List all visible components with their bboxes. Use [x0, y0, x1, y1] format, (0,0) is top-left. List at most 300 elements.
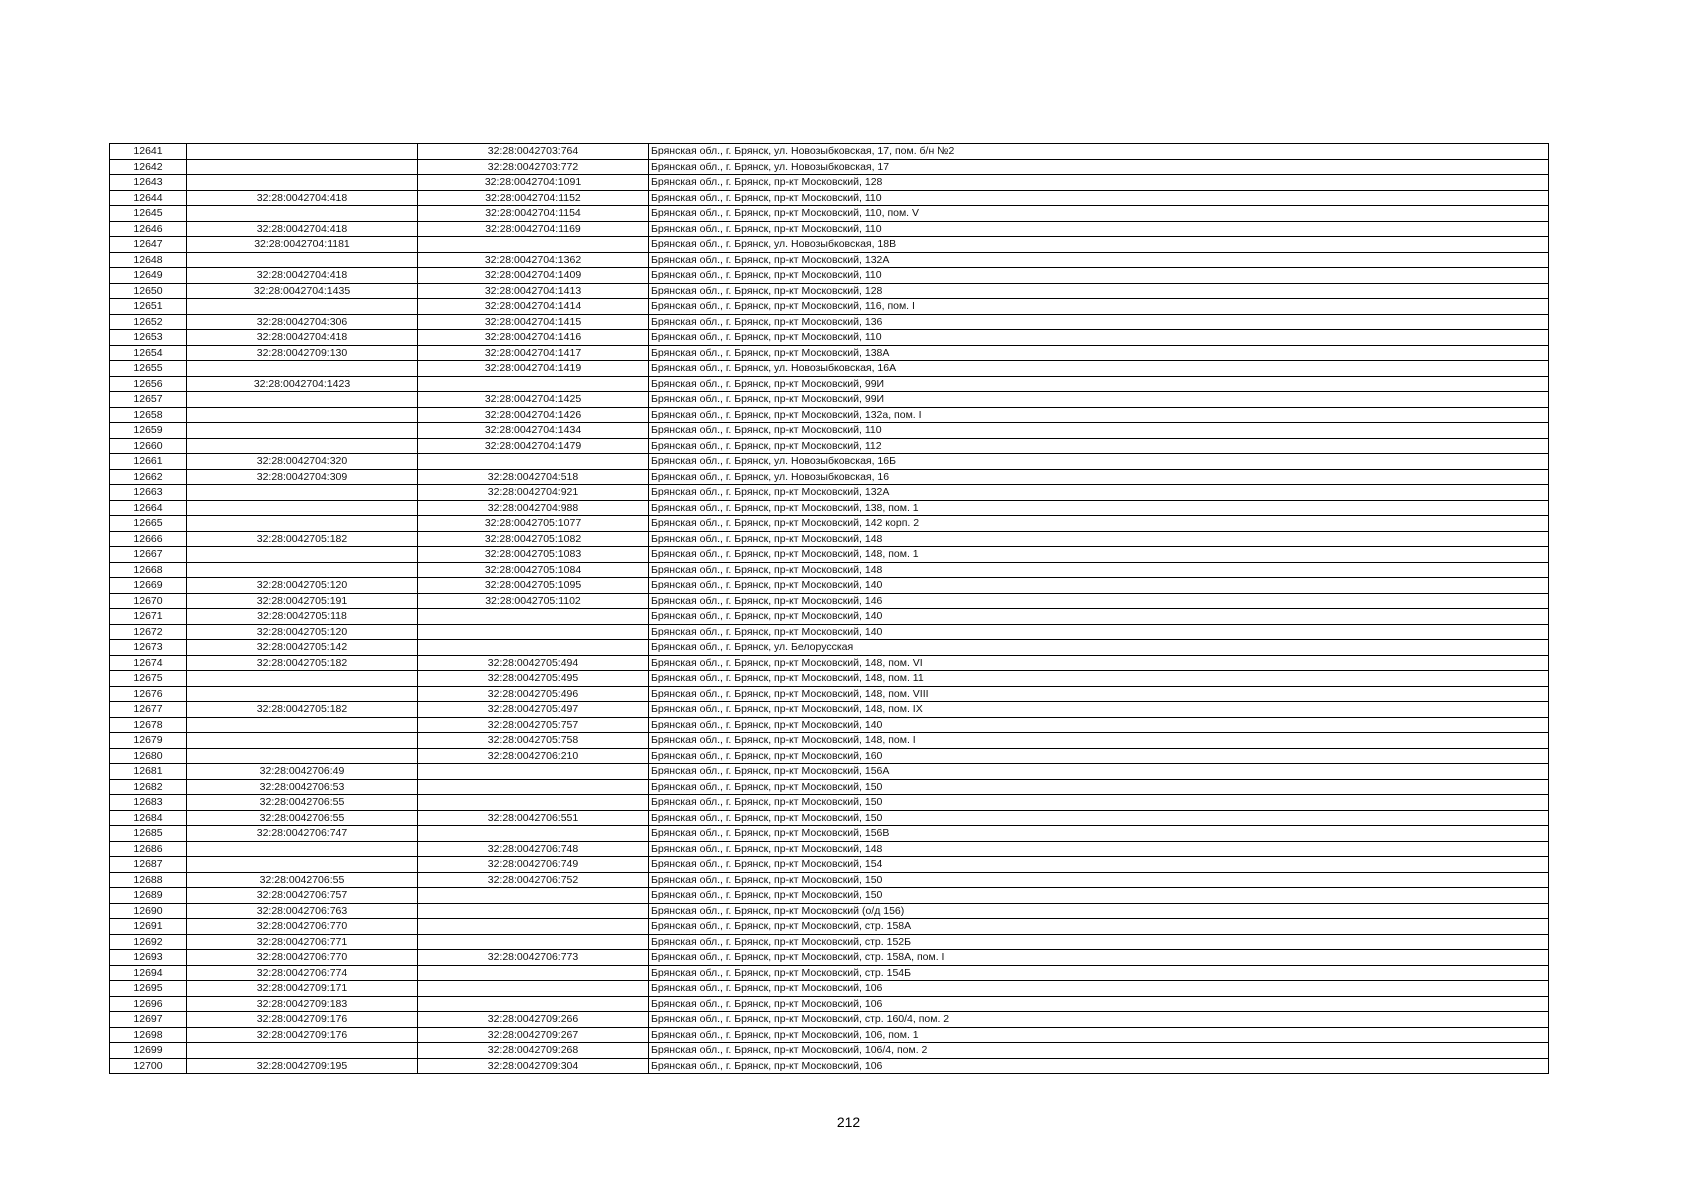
object-number-cell: 32:28:0042705:1095	[418, 578, 649, 594]
land-plot-number-cell: 32:28:0042705:182	[187, 531, 418, 547]
row-number-cell: 12667	[110, 547, 187, 563]
table-row	[110, 407, 1549, 423]
row-number-cell: 12663	[110, 485, 187, 501]
address-cell: Брянская обл., г. Брянск, пр-кт Московский, 148	[649, 841, 1549, 857]
object-number-cell: 32:28:0042709:304	[418, 1058, 649, 1074]
cadastral-registry-table	[109, 143, 1549, 1074]
table-row	[110, 1058, 1549, 1074]
land-plot-number-cell: 32:28:0042706:771	[187, 934, 418, 950]
object-number-cell: 32:28:0042705:495	[418, 671, 649, 687]
table-row	[110, 144, 1549, 160]
address-cell: Брянская обл., г. Брянск, пр-кт Московский, 136	[649, 314, 1549, 330]
table-row	[110, 392, 1549, 408]
land-plot-number-cell: 32:28:0042706:747	[187, 826, 418, 842]
row-number-cell: 12654	[110, 345, 187, 361]
object-number-cell: 32:28:0042704:988	[418, 500, 649, 516]
object-number-cell: 32:28:0042704:1415	[418, 314, 649, 330]
table-row	[110, 190, 1549, 206]
row-number-cell: 12644	[110, 190, 187, 206]
object-number-cell: 32:28:0042703:764	[418, 144, 649, 160]
table-row	[110, 686, 1549, 702]
table-row	[110, 919, 1549, 935]
address-cell: Брянская обл., г. Брянск, пр-кт Московский, 110	[649, 330, 1549, 346]
row-number-cell: 12670	[110, 593, 187, 609]
land-plot-number-cell: 32:28:0042704:306	[187, 314, 418, 330]
land-plot-number-cell: 32:28:0042705:120	[187, 578, 418, 594]
land-plot-number-cell: 32:28:0042706:55	[187, 810, 418, 826]
address-cell: Брянская обл., г. Брянск, пр-кт Московский, 132А	[649, 252, 1549, 268]
object-number-cell	[418, 965, 649, 981]
object-number-cell: 32:28:0042704:1426	[418, 407, 649, 423]
address-cell: Брянская обл., г. Брянск, пр-кт Московский, 112	[649, 438, 1549, 454]
object-number-cell	[418, 996, 649, 1012]
table-row	[110, 578, 1549, 594]
address-cell: Брянская обл., г. Брянск, пр-кт Московский, 128	[649, 283, 1549, 299]
table-row	[110, 376, 1549, 392]
object-number-cell	[418, 919, 649, 935]
object-number-cell: 32:28:0042705:1084	[418, 562, 649, 578]
land-plot-number-cell: 32:28:0042706:774	[187, 965, 418, 981]
row-number-cell: 12657	[110, 392, 187, 408]
address-cell: Брянская обл., г. Брянск, пр-кт Московский, 150	[649, 888, 1549, 904]
address-cell: Брянская обл., г. Брянск, пр-кт Московский, 154	[649, 857, 1549, 873]
table-row	[110, 624, 1549, 640]
row-number-cell: 12694	[110, 965, 187, 981]
table-row	[110, 237, 1549, 253]
table-row	[110, 423, 1549, 439]
table-row	[110, 252, 1549, 268]
row-number-cell: 12673	[110, 640, 187, 656]
row-number-cell: 12674	[110, 655, 187, 671]
address-cell: Брянская обл., г. Брянск, пр-кт Московский, 142 корп. 2	[649, 516, 1549, 532]
land-plot-number-cell	[187, 857, 418, 873]
land-plot-number-cell: 32:28:0042704:418	[187, 268, 418, 284]
object-number-cell: 32:28:0042704:1152	[418, 190, 649, 206]
page-number: 212	[836, 1114, 861, 1130]
table-row	[110, 330, 1549, 346]
row-number-cell: 12679	[110, 733, 187, 749]
table-row	[110, 1012, 1549, 1028]
row-number-cell: 12668	[110, 562, 187, 578]
row-number-cell: 12697	[110, 1012, 187, 1028]
row-number-cell: 12693	[110, 950, 187, 966]
table-row	[110, 872, 1549, 888]
land-plot-number-cell: 32:28:0042704:1423	[187, 376, 418, 392]
table-row	[110, 454, 1549, 470]
object-number-cell: 32:28:0042705:497	[418, 702, 649, 718]
row-number-cell: 12695	[110, 981, 187, 997]
table-row	[110, 655, 1549, 671]
land-plot-number-cell: 32:28:0042704:309	[187, 469, 418, 485]
land-plot-number-cell: 32:28:0042704:1181	[187, 237, 418, 253]
table-row	[110, 857, 1549, 873]
object-number-cell	[418, 764, 649, 780]
object-number-cell: 32:28:0042705:1077	[418, 516, 649, 532]
address-cell: Брянская обл., г. Брянск, пр-кт Московский, 156А	[649, 764, 1549, 780]
table-row	[110, 826, 1549, 842]
address-cell: Брянская обл., г. Брянск, пр-кт Московский, 160	[649, 748, 1549, 764]
address-cell: Брянская обл., г. Брянск, ул. Новозыбковская, 16	[649, 469, 1549, 485]
land-plot-number-cell	[187, 733, 418, 749]
table-row	[110, 717, 1549, 733]
table-row	[110, 547, 1549, 563]
object-number-cell: 32:28:0042709:266	[418, 1012, 649, 1028]
address-cell: Брянская обл., г. Брянск, пр-кт Московский, 148, пом. IX	[649, 702, 1549, 718]
table-row	[110, 221, 1549, 237]
object-number-cell: 32:28:0042709:268	[418, 1043, 649, 1059]
land-plot-number-cell	[187, 144, 418, 160]
table-row	[110, 469, 1549, 485]
object-number-cell	[418, 640, 649, 656]
table-row	[110, 671, 1549, 687]
registry-table-body	[110, 144, 1549, 1074]
row-number-cell: 12690	[110, 903, 187, 919]
object-number-cell: 32:28:0042704:1362	[418, 252, 649, 268]
address-cell: Брянская обл., г. Брянск, пр-кт Московский, 138, пом. 1	[649, 500, 1549, 516]
object-number-cell: 32:28:0042704:518	[418, 469, 649, 485]
table-row	[110, 206, 1549, 222]
row-number-cell: 12649	[110, 268, 187, 284]
row-number-cell: 12660	[110, 438, 187, 454]
address-cell: Брянская обл., г. Брянск, пр-кт Московский, 99И	[649, 376, 1549, 392]
table-row	[110, 640, 1549, 656]
row-number-cell: 12661	[110, 454, 187, 470]
address-cell: Брянская обл., г. Брянск, пр-кт Московский, 150	[649, 810, 1549, 826]
table-row	[110, 810, 1549, 826]
address-cell: Брянская обл., г. Брянск, пр-кт Московский, 110, пом. V	[649, 206, 1549, 222]
address-cell: Брянская обл., г. Брянск, пр-кт Московский, 146	[649, 593, 1549, 609]
table-row	[110, 841, 1549, 857]
object-number-cell: 32:28:0042705:494	[418, 655, 649, 671]
address-cell: Брянская обл., г. Брянск, пр-кт Московский, 110	[649, 190, 1549, 206]
row-number-cell: 12642	[110, 159, 187, 175]
land-plot-number-cell	[187, 500, 418, 516]
row-number-cell: 12678	[110, 717, 187, 733]
land-plot-number-cell: 32:28:0042709:171	[187, 981, 418, 997]
land-plot-number-cell	[187, 686, 418, 702]
table-row	[110, 283, 1549, 299]
land-plot-number-cell	[187, 361, 418, 377]
row-number-cell: 12688	[110, 872, 187, 888]
row-number-cell: 12666	[110, 531, 187, 547]
table-row	[110, 485, 1549, 501]
table-row	[110, 268, 1549, 284]
address-cell: Брянская обл., г. Брянск, пр-кт Московский, 110	[649, 268, 1549, 284]
land-plot-number-cell	[187, 423, 418, 439]
land-plot-number-cell: 32:28:0042709:176	[187, 1027, 418, 1043]
row-number-cell: 12665	[110, 516, 187, 532]
address-cell: Брянская обл., г. Брянск, пр-кт Московский, 138А	[649, 345, 1549, 361]
address-cell: Брянская обл., г. Брянск, пр-кт Московский, 99И	[649, 392, 1549, 408]
land-plot-number-cell	[187, 516, 418, 532]
land-plot-number-cell	[187, 1043, 418, 1059]
table-row	[110, 299, 1549, 315]
row-number-cell: 12662	[110, 469, 187, 485]
land-plot-number-cell	[187, 252, 418, 268]
address-cell: Брянская обл., г. Брянск, пр-кт Московский, 106	[649, 1058, 1549, 1074]
land-plot-number-cell: 32:28:0042704:418	[187, 330, 418, 346]
object-number-cell	[418, 981, 649, 997]
land-plot-number-cell	[187, 547, 418, 563]
row-number-cell: 12652	[110, 314, 187, 330]
address-cell: Брянская обл., г. Брянск, пр-кт Московский, 106/4, пом. 2	[649, 1043, 1549, 1059]
object-number-cell	[418, 888, 649, 904]
land-plot-number-cell	[187, 299, 418, 315]
row-number-cell: 12680	[110, 748, 187, 764]
table-row	[110, 981, 1549, 997]
object-number-cell: 32:28:0042704:1479	[418, 438, 649, 454]
object-number-cell	[418, 454, 649, 470]
address-cell: Брянская обл., г. Брянск, пр-кт Московский, стр. 154Б	[649, 965, 1549, 981]
land-plot-number-cell	[187, 562, 418, 578]
land-plot-number-cell: 32:28:0042709:176	[187, 1012, 418, 1028]
land-plot-number-cell: 32:28:0042706:53	[187, 779, 418, 795]
land-plot-number-cell	[187, 206, 418, 222]
table-row	[110, 996, 1549, 1012]
object-number-cell: 32:28:0042709:267	[418, 1027, 649, 1043]
table-row	[110, 779, 1549, 795]
address-cell: Брянская обл., г. Брянск, пр-кт Московский, стр. 158А, пом. I	[649, 950, 1549, 966]
object-number-cell: 32:28:0042704:1419	[418, 361, 649, 377]
address-cell: Брянская обл., г. Брянск, пр-кт Московский, 106	[649, 981, 1549, 997]
land-plot-number-cell: 32:28:0042706:55	[187, 872, 418, 888]
table-row	[110, 934, 1549, 950]
object-number-cell	[418, 934, 649, 950]
land-plot-number-cell: 32:28:0042706:770	[187, 950, 418, 966]
object-number-cell: 32:28:0042704:1425	[418, 392, 649, 408]
object-number-cell	[418, 376, 649, 392]
address-cell: Брянская обл., г. Брянск, пр-кт Московский, 150	[649, 779, 1549, 795]
land-plot-number-cell: 32:28:0042706:757	[187, 888, 418, 904]
row-number-cell: 12650	[110, 283, 187, 299]
object-number-cell: 32:28:0042704:1414	[418, 299, 649, 315]
land-plot-number-cell: 32:28:0042709:183	[187, 996, 418, 1012]
object-number-cell: 32:28:0042704:921	[418, 485, 649, 501]
address-cell: Брянская обл., г. Брянск, пр-кт Московский, стр. 152Б	[649, 934, 1549, 950]
land-plot-number-cell: 32:28:0042705:182	[187, 702, 418, 718]
land-plot-number-cell	[187, 392, 418, 408]
address-cell: Брянская обл., г. Брянск, пр-кт Московский (о/д 156)	[649, 903, 1549, 919]
land-plot-number-cell: 32:28:0042706:49	[187, 764, 418, 780]
address-cell: Брянская обл., г. Брянск, пр-кт Московский, 110	[649, 423, 1549, 439]
row-number-cell: 12691	[110, 919, 187, 935]
land-plot-number-cell: 32:28:0042705:120	[187, 624, 418, 640]
address-cell: Брянская обл., г. Брянск, пр-кт Московский, 150	[649, 795, 1549, 811]
address-cell: Брянская обл., г. Брянск, пр-кт Московский, стр. 160/4, пом. 2	[649, 1012, 1549, 1028]
row-number-cell: 12687	[110, 857, 187, 873]
table-row	[110, 345, 1549, 361]
address-cell: Брянская обл., г. Брянск, пр-кт Московский, 156В	[649, 826, 1549, 842]
land-plot-number-cell	[187, 485, 418, 501]
table-row	[110, 903, 1549, 919]
object-number-cell	[418, 795, 649, 811]
address-cell: Брянская обл., г. Брянск, пр-кт Московский, 140	[649, 624, 1549, 640]
address-cell: Брянская обл., г. Брянск, пр-кт Московский, 116, пом. I	[649, 299, 1549, 315]
row-number-cell: 12698	[110, 1027, 187, 1043]
land-plot-number-cell	[187, 407, 418, 423]
row-number-cell: 12672	[110, 624, 187, 640]
table-row	[110, 950, 1549, 966]
object-number-cell: 32:28:0042706:749	[418, 857, 649, 873]
table-row	[110, 516, 1549, 532]
row-number-cell: 12675	[110, 671, 187, 687]
row-number-cell: 12684	[110, 810, 187, 826]
land-plot-number-cell	[187, 175, 418, 191]
row-number-cell: 12646	[110, 221, 187, 237]
land-plot-number-cell: 32:28:0042706:763	[187, 903, 418, 919]
object-number-cell: 32:28:0042706:773	[418, 950, 649, 966]
land-plot-number-cell: 32:28:0042705:142	[187, 640, 418, 656]
table-row	[110, 764, 1549, 780]
row-number-cell: 12685	[110, 826, 187, 842]
object-number-cell	[418, 779, 649, 795]
row-number-cell: 12645	[110, 206, 187, 222]
object-number-cell	[418, 609, 649, 625]
row-number-cell: 12651	[110, 299, 187, 315]
land-plot-number-cell	[187, 438, 418, 454]
address-cell: Брянская обл., г. Брянск, пр-кт Московский, 148, пом. I	[649, 733, 1549, 749]
object-number-cell: 32:28:0042704:1413	[418, 283, 649, 299]
table-row	[110, 531, 1549, 547]
land-plot-number-cell	[187, 159, 418, 175]
row-number-cell: 12669	[110, 578, 187, 594]
row-number-cell: 12664	[110, 500, 187, 516]
object-number-cell: 32:28:0042705:1102	[418, 593, 649, 609]
table-row	[110, 748, 1549, 764]
table-row	[110, 175, 1549, 191]
address-cell: Брянская обл., г. Брянск, пр-кт Московский, 148, пом. VI	[649, 655, 1549, 671]
address-cell: Брянская обл., г. Брянск, пр-кт Московский, стр. 158А	[649, 919, 1549, 935]
row-number-cell: 12699	[110, 1043, 187, 1059]
object-number-cell: 32:28:0042706:210	[418, 748, 649, 764]
land-plot-number-cell	[187, 748, 418, 764]
object-number-cell: 32:28:0042705:1082	[418, 531, 649, 547]
table-row	[110, 965, 1549, 981]
table-row	[110, 1027, 1549, 1043]
address-cell: Брянская обл., г. Брянск, пр-кт Московский, 148, пом. 11	[649, 671, 1549, 687]
object-number-cell: 32:28:0042705:757	[418, 717, 649, 733]
object-number-cell: 32:28:0042703:772	[418, 159, 649, 175]
row-number-cell: 12671	[110, 609, 187, 625]
land-plot-number-cell: 32:28:0042704:418	[187, 190, 418, 206]
table-row	[110, 702, 1549, 718]
object-number-cell: 32:28:0042705:758	[418, 733, 649, 749]
address-cell: Брянская обл., г. Брянск, пр-кт Московский, 148	[649, 531, 1549, 547]
row-number-cell: 12681	[110, 764, 187, 780]
row-number-cell: 12682	[110, 779, 187, 795]
address-cell: Брянская обл., г. Брянск, пр-кт Московский, 148	[649, 562, 1549, 578]
land-plot-number-cell: 32:28:0042706:770	[187, 919, 418, 935]
address-cell: Брянская обл., г. Брянск, пр-кт Московский, 148, пом. 1	[649, 547, 1549, 563]
address-cell: Брянская обл., г. Брянск, ул. Белорусская	[649, 640, 1549, 656]
address-cell: Брянская обл., г. Брянск, пр-кт Московский, 132А	[649, 485, 1549, 501]
table-row	[110, 438, 1549, 454]
address-cell: Брянская обл., г. Брянск, пр-кт Московский, 140	[649, 578, 1549, 594]
table-row	[110, 361, 1549, 377]
address-cell: Брянская обл., г. Брянск, пр-кт Московский, 110	[649, 221, 1549, 237]
address-cell: Брянская обл., г. Брянск, пр-кт Московский, 140	[649, 717, 1549, 733]
table-row	[110, 593, 1549, 609]
row-number-cell: 12659	[110, 423, 187, 439]
object-number-cell: 32:28:0042704:1409	[418, 268, 649, 284]
row-number-cell: 12658	[110, 407, 187, 423]
address-cell: Брянская обл., г. Брянск, ул. Новозыбковская, 17	[649, 159, 1549, 175]
land-plot-number-cell	[187, 671, 418, 687]
table-row	[110, 159, 1549, 175]
object-number-cell: 32:28:0042704:1434	[418, 423, 649, 439]
table-row	[110, 888, 1549, 904]
address-cell: Брянская обл., г. Брянск, пр-кт Московский, 106, пом. 1	[649, 1027, 1549, 1043]
table-row	[110, 609, 1549, 625]
row-number-cell: 12692	[110, 934, 187, 950]
row-number-cell: 12686	[110, 841, 187, 857]
row-number-cell: 12653	[110, 330, 187, 346]
land-plot-number-cell: 32:28:0042704:320	[187, 454, 418, 470]
row-number-cell: 12655	[110, 361, 187, 377]
address-cell: Брянская обл., г. Брянск, пр-кт Московский, 128	[649, 175, 1549, 191]
row-number-cell: 12689	[110, 888, 187, 904]
object-number-cell: 32:28:0042704:1417	[418, 345, 649, 361]
row-number-cell: 12641	[110, 144, 187, 160]
object-number-cell	[418, 624, 649, 640]
address-cell: Брянская обл., г. Брянск, пр-кт Московский, 148, пом. VIII	[649, 686, 1549, 702]
address-cell: Брянская обл., г. Брянск, ул. Новозыбковская, 17, пом. б/н №2	[649, 144, 1549, 160]
object-number-cell	[418, 237, 649, 253]
table-row	[110, 562, 1549, 578]
object-number-cell: 32:28:0042706:752	[418, 872, 649, 888]
land-plot-number-cell: 32:28:0042704:418	[187, 221, 418, 237]
table-row	[110, 500, 1549, 516]
table-row	[110, 1043, 1549, 1059]
address-cell: Брянская обл., г. Брянск, ул. Новозыбковская, 18В	[649, 237, 1549, 253]
row-number-cell: 12656	[110, 376, 187, 392]
land-plot-number-cell	[187, 717, 418, 733]
row-number-cell: 12700	[110, 1058, 187, 1074]
address-cell: Брянская обл., г. Брянск, пр-кт Московский, 140	[649, 609, 1549, 625]
object-number-cell: 32:28:0042704:1091	[418, 175, 649, 191]
address-cell: Брянская обл., г. Брянск, ул. Новозыбковская, 16Б	[649, 454, 1549, 470]
land-plot-number-cell	[187, 841, 418, 857]
row-number-cell: 12683	[110, 795, 187, 811]
land-plot-number-cell: 32:28:0042709:130	[187, 345, 418, 361]
object-number-cell	[418, 826, 649, 842]
table-row	[110, 795, 1549, 811]
table-row	[110, 314, 1549, 330]
address-cell: Брянская обл., г. Брянск, пр-кт Московский, 106	[649, 996, 1549, 1012]
row-number-cell: 12643	[110, 175, 187, 191]
object-number-cell	[418, 903, 649, 919]
land-plot-number-cell: 32:28:0042705:191	[187, 593, 418, 609]
object-number-cell: 32:28:0042705:1083	[418, 547, 649, 563]
object-number-cell: 32:28:0042706:748	[418, 841, 649, 857]
address-cell: Брянская обл., г. Брянск, пр-кт Московский, 150	[649, 872, 1549, 888]
object-number-cell: 32:28:0042704:1169	[418, 221, 649, 237]
row-number-cell: 12676	[110, 686, 187, 702]
land-plot-number-cell: 32:28:0042709:195	[187, 1058, 418, 1074]
land-plot-number-cell: 32:28:0042705:182	[187, 655, 418, 671]
address-cell: Брянская обл., г. Брянск, пр-кт Московский, 132а, пом. I	[649, 407, 1549, 423]
object-number-cell: 32:28:0042706:551	[418, 810, 649, 826]
object-number-cell: 32:28:0042704:1416	[418, 330, 649, 346]
land-plot-number-cell: 32:28:0042704:1435	[187, 283, 418, 299]
address-cell: Брянская обл., г. Брянск, ул. Новозыбковская, 16А	[649, 361, 1549, 377]
row-number-cell: 12696	[110, 996, 187, 1012]
row-number-cell: 12648	[110, 252, 187, 268]
row-number-cell: 12647	[110, 237, 187, 253]
row-number-cell: 12677	[110, 702, 187, 718]
table-row	[110, 733, 1549, 749]
land-plot-number-cell: 32:28:0042706:55	[187, 795, 418, 811]
